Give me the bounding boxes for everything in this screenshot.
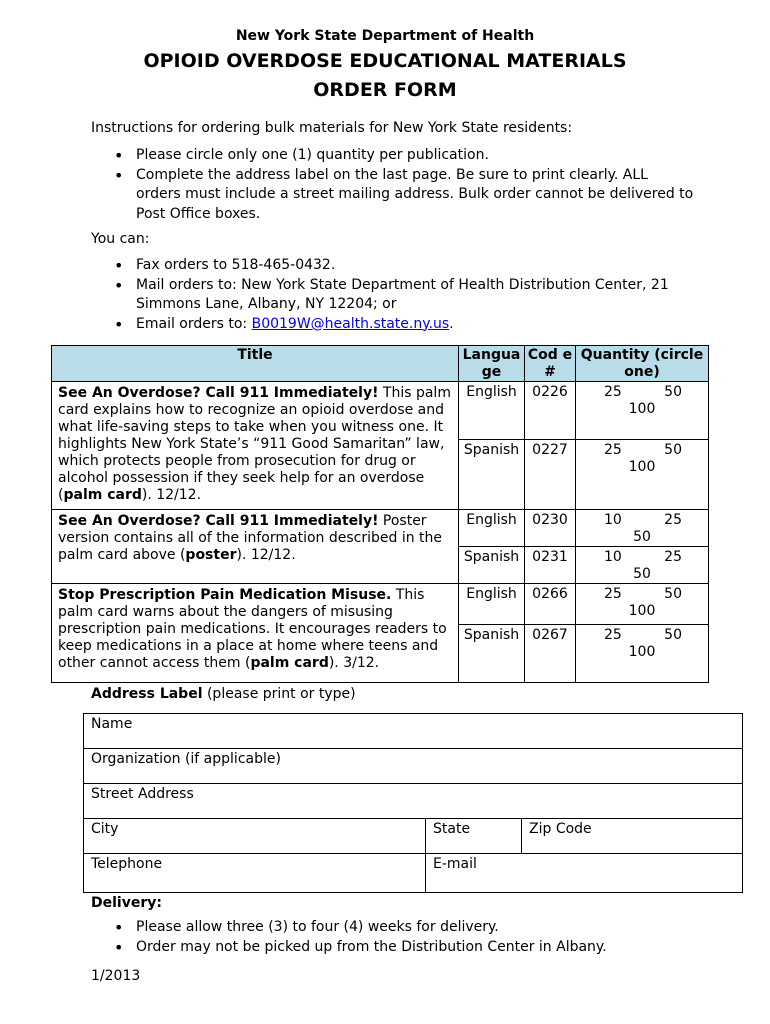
- quantity-option[interactable]: 25: [664, 512, 682, 528]
- organization-field[interactable]: Organization (if applicable): [84, 749, 743, 784]
- quantity-cell: [576, 382, 709, 440]
- code-cell: 0267: [525, 625, 576, 683]
- language-cell: Spanish: [459, 547, 525, 584]
- form-title-line2: ORDER FORM: [313, 79, 457, 101]
- publications-table: [51, 345, 709, 683]
- language-cell: Spanish: [459, 625, 525, 683]
- quantity-cell: [576, 625, 709, 683]
- quantity-option[interactable]: 50: [633, 566, 651, 582]
- option-email: [136, 315, 696, 335]
- code-cell: 0266: [525, 584, 576, 625]
- quantity-option[interactable]: 10: [604, 549, 622, 565]
- quantity-option[interactable]: 50: [664, 384, 682, 400]
- name-field[interactable]: Name: [84, 714, 743, 749]
- delivery-list: [136, 918, 696, 957]
- address-label-heading: Address Label (please print or type): [91, 686, 356, 702]
- publication-description: Stop Prescription Pain Medication Misuse. This palm card warns about the dangers of misusing prescription pain medications. It encourages readers to keep medications in a place at home where teens and other cannot access them (palm card). 3/12.: [52, 584, 459, 683]
- city-field[interactable]: City: [84, 819, 426, 854]
- delivery-item: • Order may not be picked up from the Distribution Center in Albany.: [136, 938, 696, 958]
- quantity-option[interactable]: 50: [664, 586, 682, 602]
- publication-format: palm card: [250, 655, 329, 671]
- you-can-label: You can:: [91, 231, 150, 247]
- option-fax: • Fax orders to 518-465-0432.: [136, 256, 696, 276]
- form-date: 1/2013: [91, 968, 141, 984]
- delivery-item: • Please allow three (3) to four (4) weeks for delivery.: [136, 918, 696, 938]
- quantity-option[interactable]: 50: [633, 529, 651, 545]
- table-row: [52, 382, 709, 440]
- option-mail: • Mail orders to: New York State Department of Health Distribution Center, 21 Simmons Lane, Albany, NY 12204; or: [136, 276, 696, 315]
- table-row: [52, 584, 709, 625]
- header-quantity: Quantity (circle one): [576, 346, 709, 382]
- zip-code-field[interactable]: Zip Code: [522, 819, 743, 854]
- email-prefix: Email orders to:: [136, 315, 252, 332]
- publication-format: poster: [185, 547, 237, 563]
- code-cell: 0226: [525, 382, 576, 440]
- address-label-form: [83, 713, 743, 893]
- quantity-cell: [576, 440, 709, 510]
- quantity-option[interactable]: 25: [664, 549, 682, 565]
- language-cell: Spanish: [459, 440, 525, 510]
- order-options-list: [136, 256, 696, 334]
- email-field[interactable]: E-mail: [426, 854, 743, 893]
- code-cell: 0230: [525, 510, 576, 547]
- department-name: New York State Department of Health: [235, 28, 535, 44]
- quantity-cell: [576, 510, 709, 547]
- language-cell: English: [459, 584, 525, 625]
- quantity-cell: [576, 584, 709, 625]
- quantity-option[interactable]: 25: [604, 627, 622, 643]
- quantity-option[interactable]: 25: [604, 442, 622, 458]
- publication-description: See An Overdose? Call 911 Immediately! Poster version contains all of the information described in the palm card above (poster). 12/12.: [52, 510, 459, 584]
- publication-name: See An Overdose? Call 911 Immediately!: [58, 513, 379, 529]
- instruction-item: • Please circle only one (1) quantity per publication.: [136, 146, 696, 166]
- quantity-option[interactable]: 100: [628, 603, 656, 619]
- quantity-cell: [576, 547, 709, 584]
- language-cell: English: [459, 382, 525, 440]
- header-language: Langua ge: [459, 346, 525, 382]
- table-row: [52, 510, 709, 547]
- quantity-option[interactable]: 25: [604, 586, 622, 602]
- form-title-line1: OPIOID OVERDOSE EDUCATIONAL MATERIALS: [143, 50, 627, 72]
- header-code: Cod e #: [525, 346, 576, 382]
- email-link[interactable]: B0019W@health.state.ny.us: [251, 315, 450, 332]
- publication-description: See An Overdose? Call 911 Immediately! This palm card explains how to recognize an opioid overdose and what life-saving steps to take when you witness one. It highlights New York State’s “911 Good Samaritan” law, which protects people from prosecution for drug or alcohol possession if they seek help for an overdose (palm card). 12/12.: [52, 382, 459, 510]
- table-header-row: [52, 346, 709, 382]
- quantity-option[interactable]: 10: [604, 512, 622, 528]
- delivery-heading: Delivery:: [91, 895, 162, 911]
- quantity-option[interactable]: 100: [628, 401, 656, 417]
- state-field[interactable]: State: [426, 819, 522, 854]
- quantity-option[interactable]: 25: [604, 384, 622, 400]
- email-suffix: .: [449, 315, 454, 332]
- instruction-item: • Complete the address label on the last page. Be sure to print clearly. ALL orders must include a street mailing address. Bulk order cannot be delivered to Post Office boxes.: [136, 166, 696, 225]
- header-title: Title: [52, 346, 459, 382]
- street-address-field[interactable]: Street Address: [84, 784, 743, 819]
- publication-name: See An Overdose? Call 911 Immediately!: [58, 385, 379, 401]
- language-cell: English: [459, 510, 525, 547]
- instructions-list: [136, 146, 696, 224]
- code-cell: 0231: [525, 547, 576, 584]
- publication-name: Stop Prescription Pain Medication Misuse.: [58, 587, 392, 603]
- quantity-option[interactable]: 50: [664, 627, 682, 643]
- quantity-option[interactable]: 100: [628, 459, 656, 475]
- publication-format: palm card: [63, 487, 142, 503]
- quantity-option[interactable]: 100: [628, 644, 656, 660]
- code-cell: 0227: [525, 440, 576, 510]
- instructions-intro: Instructions for ordering bulk materials for New York State residents:: [91, 120, 573, 136]
- telephone-field[interactable]: Telephone: [84, 854, 426, 893]
- quantity-option[interactable]: 50: [664, 442, 682, 458]
